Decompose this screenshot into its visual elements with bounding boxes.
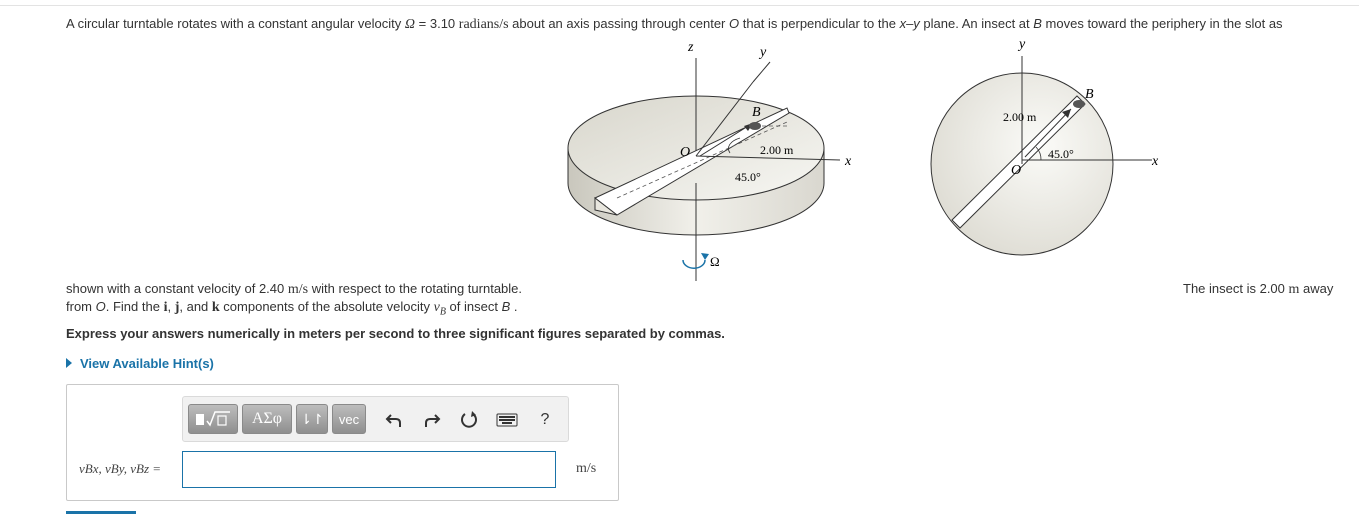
math-toolbar	[182, 396, 569, 442]
problem-line3: from O. Find the i, j, and k components of the absolute velocity $v_B$ of insect B .	[66, 299, 518, 318]
redo-button[interactable]	[421, 409, 443, 431]
reset-button[interactable]	[458, 409, 480, 431]
answer-label: vBx, vBy, vBz =	[79, 461, 162, 476]
answer-box	[66, 384, 619, 501]
y-axis-label-top: y	[1019, 38, 1026, 52]
omega-label: Ω	[710, 254, 720, 269]
answer-input[interactable]	[182, 451, 556, 488]
instructions: Express your answers numerically in meters per second to three significant figures separated by commas.	[66, 326, 725, 341]
keyboard-button[interactable]	[495, 409, 519, 431]
expand-triangle-icon	[66, 358, 72, 368]
insect-top-icon	[1073, 100, 1085, 108]
distance-label-top: 2.00 m	[1003, 110, 1037, 124]
redo-icon	[423, 411, 441, 429]
templates-icon	[194, 409, 232, 429]
b-label-3d: B	[752, 105, 761, 120]
b-label-top: B	[1085, 87, 1094, 102]
templates-button[interactable]	[188, 404, 238, 434]
turntable-3d	[568, 40, 852, 281]
angle-label-top: 45.0°	[1048, 147, 1074, 161]
y-axis-label-3d: y	[760, 45, 767, 60]
turntable-figure	[555, 38, 1175, 283]
insect-icon	[749, 122, 761, 130]
o-label-top: O	[1011, 163, 1022, 178]
distance-label-3d: 2.00 m	[760, 143, 794, 157]
problem-intro: A circular turntable rotates with a constant angular velocity Ω = 3.10 radians/s about an axis passing through center O that is perpendicular to the x–y plane. An insect at B moves toward the periphery in the slot as	[66, 16, 1283, 32]
undo-button[interactable]	[383, 409, 405, 431]
top-divider	[0, 5, 1359, 6]
keyboard-icon	[496, 413, 518, 427]
vector-button[interactable]: vec	[332, 404, 366, 434]
answer-unit: m/s	[576, 461, 597, 476]
undo-icon	[385, 411, 403, 429]
turntable-top-view	[931, 38, 1159, 255]
subscript-superscript-button[interactable]: ⇂↾	[296, 404, 328, 434]
view-hints-link[interactable]: View Available Hint(s)	[66, 356, 214, 371]
angle-label-3d: 45.0°	[735, 170, 761, 184]
x-axis-label-3d: x	[845, 154, 852, 169]
greek-symbols-button[interactable]: ΑΣφ	[242, 404, 292, 434]
problem-line2: shown with a constant velocity of 2.40 m/s with respect to the rotating turntable.	[66, 281, 523, 297]
o-label-3d: O	[680, 145, 691, 160]
help-button[interactable]: ?	[540, 411, 550, 428]
x-axis-label-top: x	[1152, 154, 1159, 169]
z-axis-label: z	[688, 40, 694, 55]
problem-line2-right: The insect is 2.00 m away	[1183, 281, 1334, 297]
reset-icon	[459, 410, 479, 430]
